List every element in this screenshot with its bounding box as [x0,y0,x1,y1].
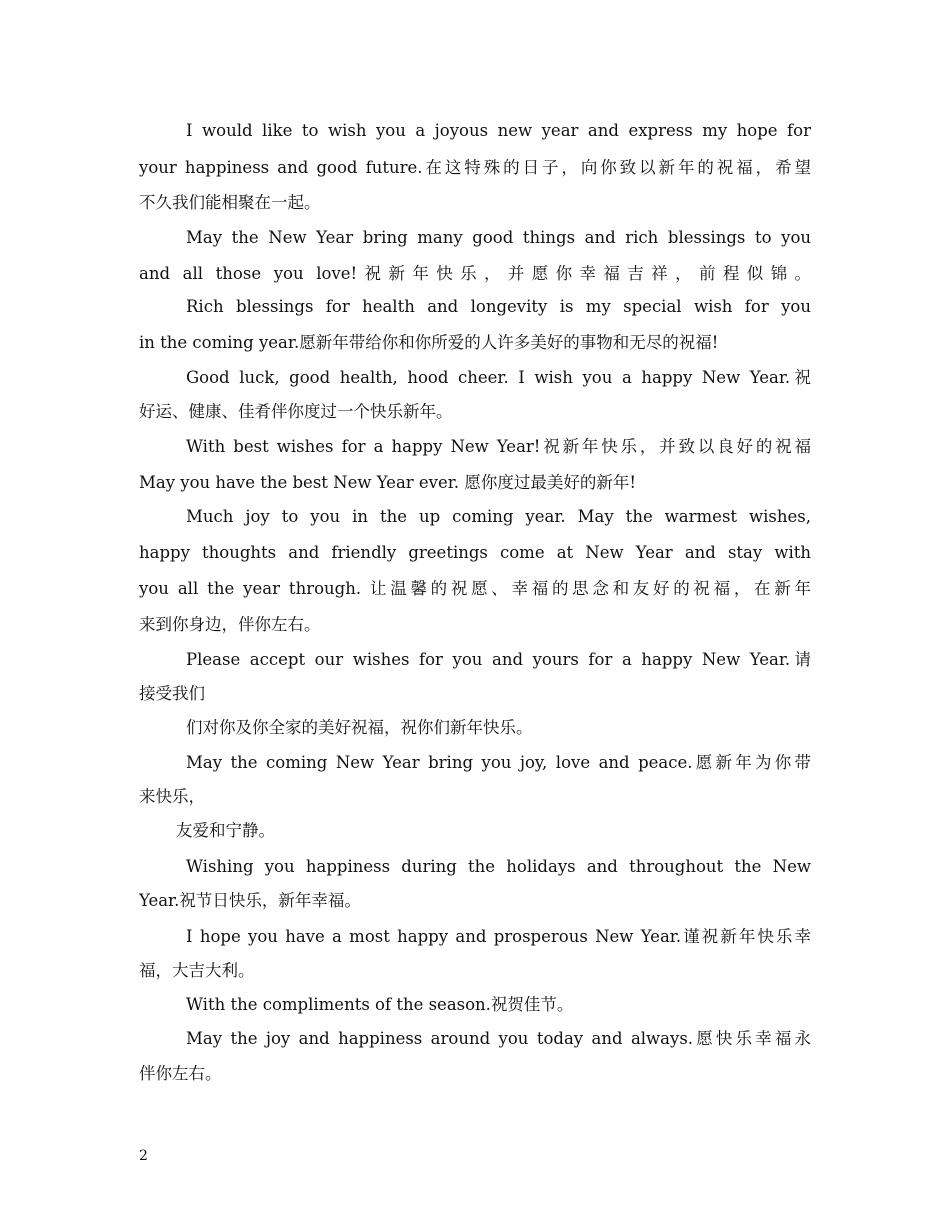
text-line: happy thoughts and friendly greetings come at New Year and stay with [139,543,811,562]
text-line: 接受我们 [139,684,205,703]
text-line: With the compliments of the season.祝贺佳节。 [186,995,574,1014]
text-line: Rich blessings for health and longevity is my special wish for you [186,297,811,316]
text-line: 来到你身边，伴你左右。 [139,615,321,634]
text-line: Much joy to you in the up coming year. May the warmest wishes, [186,507,811,526]
text-line: Please accept our wishes for you and yours for a happy New Year.请 [186,650,811,669]
text-line: and all those you love!祝新年快乐，并愿你幸福吉祥，前程似锦。 [139,264,811,283]
text-line: 福，大吉大利。 [139,961,255,980]
text-line: 不久我们能相聚在一起。 [139,193,321,212]
text-line: Good luck, good health, hood cheer. I wish you a happy New Year.祝 [186,368,811,387]
text-line: May the coming New Year bring you joy, love and peace.愿新年为你带 [186,753,811,772]
text-line: 来快乐， [139,787,205,806]
text-line: you all the year through. 让温馨的祝愿、幸福的思念和友好的祝福，在新年 [139,579,811,598]
text-line: 伴你左右。 [139,1064,222,1083]
text-line: I hope you have a most happy and prosperous New Year.谨祝新年快乐幸 [186,927,811,946]
text-line: May the New Year bring many good things and rich blessings to you [186,228,811,247]
text-line: May you have the best New Year ever. 愿你度过最美好的新年! [139,473,636,492]
page-number: 2 [139,1148,148,1164]
text-line: 友爱和宁静。 [176,821,275,840]
text-line: May the joy and happiness around you today and always.愿快乐幸福永 [186,1029,811,1048]
text-line: With best wishes for a happy New Year!祝新年快乐，并致以良好的祝福 [186,437,811,456]
text-line: Year.祝节日快乐，新年幸福。 [139,891,361,910]
text-line: 好运、健康、佳肴伴你度过一个快乐新年。 [139,402,453,421]
text-line: Wishing you happiness during the holidays and throughout the New [186,857,811,876]
text-line: I would like to wish you a joyous new year and express my hope for [186,121,811,140]
text-line: in the coming year.愿新年带给你和你所爱的人许多美好的事物和无尽的祝福! [139,333,719,352]
text-line: 们对你及你全家的美好祝福，祝你们新年快乐。 [186,718,533,737]
text-line: your happiness and good future.在这特殊的日子，向你致以新年的祝福，希望 [139,158,811,177]
